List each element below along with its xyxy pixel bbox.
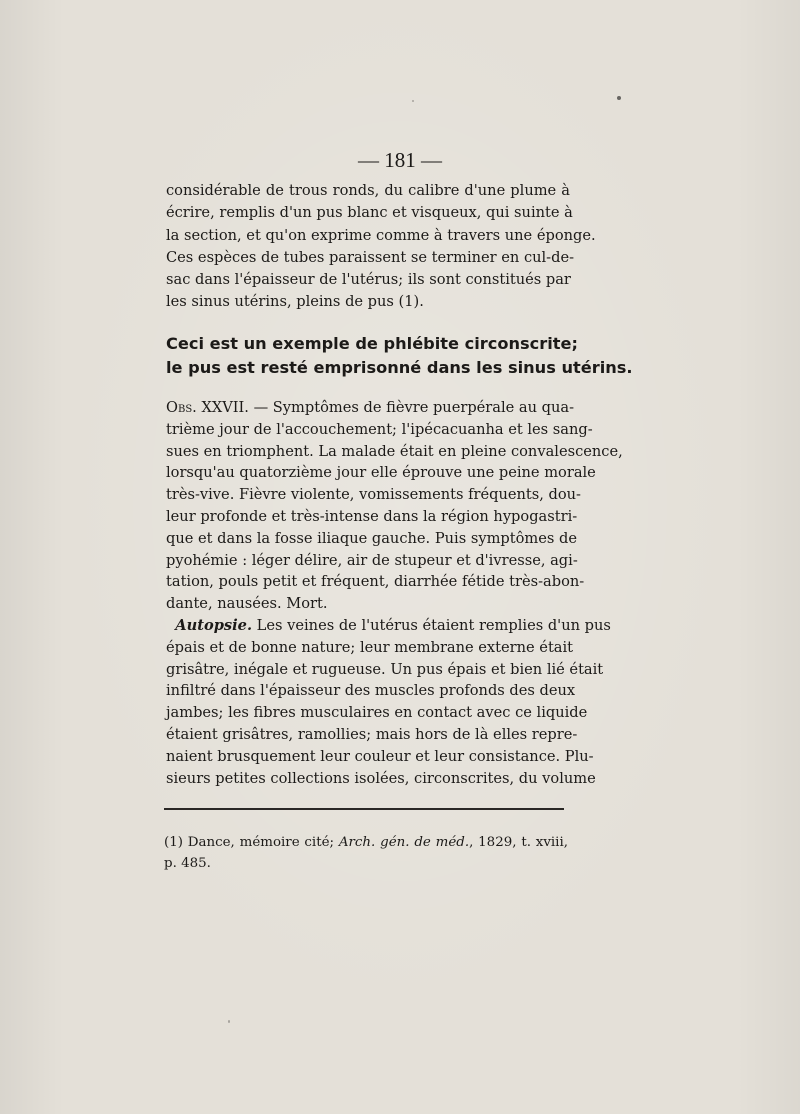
paper-speck — [228, 1020, 230, 1023]
footnote-line-2: p. 485. — [164, 856, 211, 871]
footnote-divider — [164, 808, 564, 810]
text-line: jambes; les fibres musculaires en contact avec ce liquide — [166, 704, 588, 722]
text-line: les sinus utérins, pleins de pus (1). — [166, 293, 424, 311]
text-line: écrire, remplis d'un pus blanc et visqueux, qui suinte à — [166, 204, 573, 222]
autopsy-label: Autopsie. — [175, 616, 253, 634]
text-line: tation, pouls petit et fréquent, diarrhée fétide très-abon- — [166, 573, 585, 591]
autopsy-first-line — [166, 615, 611, 637]
text-line: grisâtre, inégale et rugueuse. Un pus épais et bien lié était — [166, 660, 604, 678]
remark-line: le pus est resté emprisonné dans les sinus utérins. — [166, 358, 633, 377]
text-line: pyohémie : léger délire, air de stupeur et d'ivresse, agi- — [166, 551, 578, 569]
text-line: la section, et qu'on exprime comme à travers une éponge. — [166, 226, 596, 244]
page-number: — 181 — — [358, 148, 442, 172]
text-line: leur profonde et très-intense dans la région hypogastri- — [166, 507, 578, 525]
observation-paragraph — [166, 397, 623, 789]
observation-first-line-text: — Symptômes de fièvre puerpérale au qua- — [248, 399, 575, 416]
text-line: Ces espèces de tubes paraissent se terminer en cul-de- — [166, 248, 575, 266]
text-line: infiltré dans l'épaisseur des muscles profonds des deux — [166, 682, 576, 700]
text-line: sues en triomphent. La malade était en pleine convalescence, — [166, 442, 623, 460]
observation-first-line — [166, 397, 575, 419]
footnote — [164, 832, 568, 874]
text-line: sac dans l'épaisseur de l'utérus; ils sont constitués par — [166, 271, 571, 289]
observation-heading: Obs. XXVII. — [166, 399, 249, 416]
remark-line: Ceci est un exemple de phlébite circonscrite; — [166, 334, 578, 353]
footnote-line — [164, 832, 568, 853]
remark-paragraph — [166, 332, 633, 380]
text-line: dante, nausées. Mort. — [166, 595, 328, 613]
text-line: très-vive. Fièvre violente, vomissements fréquents, dou- — [166, 486, 581, 504]
footnote-journal: Arch. gén. de méd. — [338, 835, 470, 850]
footnote-marker: (1) Dance, mémoire cité; — [164, 835, 339, 850]
autopsy-first-line-text: Les veines de l'utérus étaient remplies d'un pus — [252, 616, 611, 634]
text-line: lorsqu'au quatorzième jour elle éprouve une peine morale — [166, 464, 596, 482]
text-line: épais et de bonne nature; leur membrane externe était — [166, 638, 574, 656]
text-line: étaient grisâtres, ramollies; mais hors de là elles repre- — [166, 725, 578, 743]
paper-speck — [412, 100, 414, 102]
paper-speck — [617, 96, 621, 100]
text-line: naient brusquement leur couleur et leur consistance. Plu- — [166, 747, 594, 765]
text-line: que et dans la fosse iliaque gauche. Puis symptômes de — [166, 529, 577, 547]
text-line: considérable de trous ronds, du calibre d'une plume à — [166, 182, 570, 199]
footnote-rest: , 1829, t. xviii, — [469, 835, 568, 850]
text-line: trième jour de l'accouchement; l'ipécacuanha et les sang- — [166, 420, 593, 438]
continued-paragraph — [166, 180, 596, 314]
text-line: sieurs petites collections isolées, circonscrites, du volume — [166, 769, 596, 787]
